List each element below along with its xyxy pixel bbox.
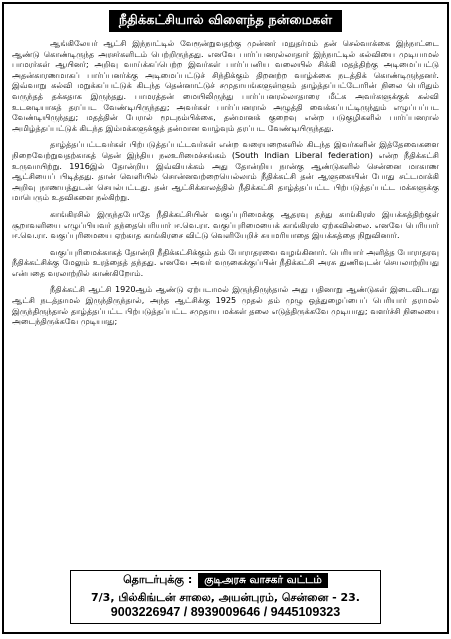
contact-box: [70, 570, 381, 624]
paragraph-2: தாழ்த்தப்பட்டவர்கள் பிற்படுத்தப்பட்டவர்கள் என்ற வரையறைகளில் கிடந்த இவர்களின் இத்தேவைகளை நிறைவேற்றுவதற்காகத் தென் இந்திய நலஉரிமைச்சங்கம் (South Indian Liberal federation) என்ற நீதிக்கட்சி உருவாயிற்று. 1916இல் தோன்றிய இவ்வியக்கம் அது தோன்றிய நான்கு ஆண்டுகளில் சென்னை மாகாண ஆட்சியைப் பிடித்தது. தான் வெளியில் சொன்னவற்றையெல்லாம் நீதிக்கட்சி தன் ஆளுகையின் போது சட்டமாக்கி அறிவு நாணயத்துடன் செயல்பட்டது. தன் ஆட்சிக்காலத்தில் நீதிக்கட்சி தாழ்த்தப்பட்ட பிற்படுத்தப்பட்ட மக்களுக்கு மாபெரும் உதவிகளை நல்கிற்று.: [12, 139, 439, 203]
paragraph-1: ஆங்கிலேயர் ஆட்சி இந்நாட்டில் வேரூன்றுவதற்கு முன்னர் மநுதர்மம் தன் செல்வாக்கை இந்நாட்டை ஆண்டு கொண்டிருந்த அரசர்களிடம் பெற்றிருந்தது. எனவே பார்ப்பனரல்லாதார் இந்நாட்டில் கல்வியை முடியாமல் பாமரர்கள் ஆயினர்; அறிவு வாய்க்கப்பெற்ற இவர்கள் பார்ப்பனிய வலையில் சிக்கி மதத்திற்கு அடிமைப்பட்டு அதன்காரணமாகப் பார்ப்பனர்க்கு அடிமைப்பட்டுச் சிந்திக்கும் திறனற்ற வாழ்க்கை நடத்திக் கொண்டிருந்தனர். இவ்வாறு கல்வி மறுக்கப்பட்டுக் கிடந்த தென்னாட்டுச் சமுதாயங்களுள்ளும் தாழ்த்தப்பட்டோரின் நிலை பெரிதும் வருந்தத் தக்கதாக இருந்தது. பாமரத்தன் மையிலிருந்து பார்ப்பனரல்லாதாரை மீட்க அவர்களுக்குக் கல்வி உடனடியாகத் தரப்பட வேண்டியிருந்தது; அவர்கள் பார்ப்பனரால் அழுத்தி வைக்கப்பட்டிருந்தும் எழுப்பப்பட வேண்டியிருந்தது; மதத்தின் பேரால் மூடநம்பிக்கை, தன்மானக் குறைவு என்ற படுகுழிகளில் பார்ப்பனரால் அமிழ்த்தப்பட்டுக் கிடந்த இம்மக்களுக்குத் தன்மான வாழ்வும் தரப்பட வேண்டியிருந்தது.: [12, 38, 439, 133]
contact-label: தொடர்புக்கு :: [123, 573, 193, 586]
page-title: நீதிக்கட்சியால் விளைந்த நன்மைகள்: [109, 10, 342, 32]
contact-address: 7/3, பில்கிங்டன் சாலை, அயன்புரம், சென்னை - 23.: [91, 591, 360, 604]
contact-phones: 9003226947 / 8939009646 / 9445109323: [110, 605, 341, 619]
paragraph-4: வகுப்புரிமைக்காகத் தோன்றி நீதிக்கட்சிக்கும் தம் போராதரவை வழங்கினார். பெரியார் அளித்த போராதரவு நீதிக்கட்சிக்கு மேலும் உரத்தைத் தந்தது. எனவே அவர் வருகைக்குப்பின் நீதிக்கட்சி அரசு துணிவுடன் செயலாற்றியது என்பதை வரலாற்றில் காண்கிறோம்.: [12, 246, 439, 278]
contact-org: குடிஅரசு வாசகர் வட்டம்: [198, 573, 328, 588]
title-wrap: [12, 9, 439, 32]
paragraph-5: நீதிக்கட்சி ஆட்சி 1920ஆம் ஆண்டு ஏற்படாமல் இருந்திருந்தால் அது பதினாறு ஆண்டுகள் இடைவிடாது ஆட்சி நடத்தாமல் இருந்திருந்தால், அந்த ஆட்சிக்கு 1925 முதல் தம் முழு ஒத்துழைப்பைப் பெரியார் தராமல் இருந்திருந்தால் தாழ்த்தப்பட்ட பிற்படுத்தப்பட்ட சமுதாய மக்கள் தலை எடுத்திருக்கவே முடியாது; வளர்ச்சி நிலையை அடைந்திருக்கவே முடியாது;: [12, 284, 439, 327]
contact-header: [75, 573, 376, 588]
document-page: [2, 2, 449, 634]
paragraph-3: காங்கிரசில் இருந்தபோதே நீதிக்கட்சியின் வகுப்புரிமைக்கு ஆதரவு தந்து காங்கிரஸ் இயக்கத்திற்குள் சூறாவளியை எழுப்பியவர் தந்தைபெரியார் ஈ.வெ.ரா. வகுப்புரிமையைக் காங்கிரஸ் ஏற்கவில்லை. எனவே பெரியார் ஈ.வெ.ரா. வகுப்புரிமையை ஏற்காத காங்கிரசை விட்டு வெளியேறிச் சுயமரியாதை இயக்கத்தை நிறுவினார்.: [12, 208, 439, 241]
